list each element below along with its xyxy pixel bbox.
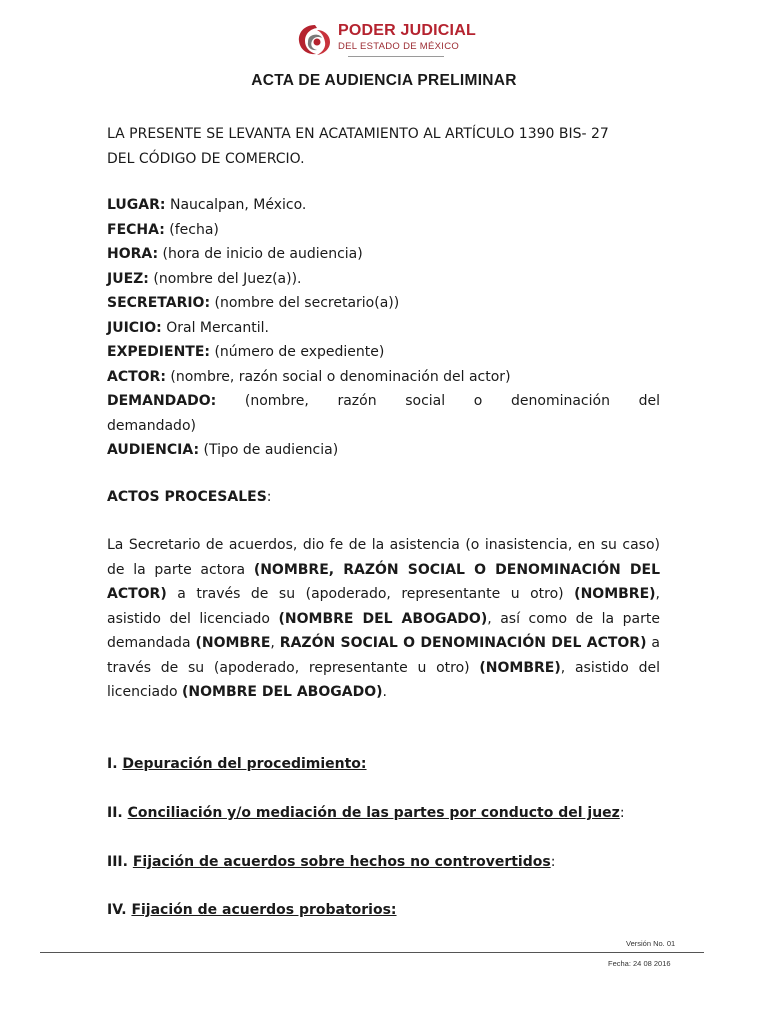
field-juicio: JUICIO: Oral Mercantil. (107, 319, 269, 336)
footer-divider (40, 952, 704, 953)
field-secretario: SECRETARIO: (nombre del secretario(a)) (107, 295, 400, 311)
document-title: ACTA DE AUDIENCIA PRELIMINAR (251, 72, 517, 89)
org-title: PODER JUDICIAL (338, 22, 476, 39)
emblem-icon (296, 22, 334, 58)
section-depuracion: I. Depuración del procedimiento: (107, 756, 367, 772)
actos-procesales-heading: ACTOS PROCESALES: (107, 489, 272, 505)
field-juez: JUEZ: (nombre del Juez(a)). (107, 270, 302, 287)
intro-line-1: LA PRESENTE SE LEVANTA EN ACATAMIENTO AL ARTÍCULO 1390 BIS- 27 (107, 126, 609, 142)
intro-line-2: DEL CÓDIGO DE COMERCIO. (107, 150, 305, 167)
logo-divider (348, 56, 444, 57)
field-actor: ACTOR: (nombre, razón social o denominación del actor) (107, 368, 511, 385)
section-fijacion-probatorios: IV. Fijación de acuerdos probatorios: (107, 902, 397, 918)
section-conciliacion: II. Conciliación y/o mediación de las partes por conducto del juez: (107, 805, 625, 821)
footer-date: Fecha: 24 08 2016 (608, 959, 671, 968)
field-audiencia: AUDIENCIA: (Tipo de audiencia) (107, 442, 339, 458)
field-expediente: EXPEDIENTE: (número de expediente) (107, 344, 385, 360)
narrative-paragraph: La Secretario de acuerdos, dio fe de la asistencia (o inasistencia, en su caso) de la parte actora (NOMBRE, RAZÓN SOCIAL O DENOMINACIÓN DEL ACTOR) a través de su (apoderado, representante u otro) (NOMBRE), asistido del licenciado (NOMBRE DEL ABOGADO), así como de la parte demandada (NOMBRE, RAZÓN SOCIAL O DENOMINACIÓN DEL ACTOR) a través de su (apoderado, representante u otro) (NOMBRE), asistido del licenciado (NOMBRE DEL ABOGADO). (107, 537, 660, 700)
version-label: Versión No. 01 (626, 939, 676, 948)
field-hora: HORA: (hora de inicio de audiencia) (107, 246, 363, 262)
header-fields (107, 193, 660, 463)
poder-judicial-logo (296, 18, 486, 64)
field-demandado: DEMANDADO: (nombre, razón social o denominación del (107, 393, 660, 409)
section-fijacion-hechos: III. Fijación de acuerdos sobre hechos no controvertidos: (107, 854, 556, 870)
field-demandado-cont: demandado) (107, 417, 196, 434)
field-lugar: LUGAR: Naucalpan, México. (107, 197, 307, 213)
intro-paragraph (107, 122, 660, 171)
org-subtitle: DEL ESTADO DE MÉXICO (338, 41, 460, 52)
field-fecha: FECHA: (fecha) (107, 221, 219, 238)
